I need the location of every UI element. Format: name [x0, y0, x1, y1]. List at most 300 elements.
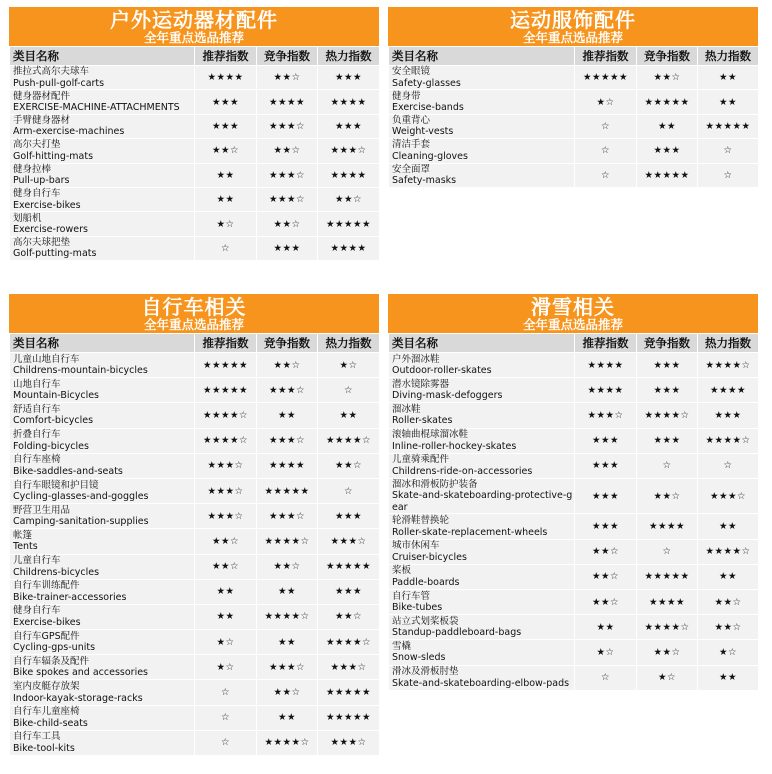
- table-row: [389, 353, 759, 378]
- category-name-zh: 滚轴曲棍球溜冰鞋: [392, 429, 469, 441]
- category-name-cell: [10, 378, 195, 403]
- competition-rating: ★★★★: [637, 590, 698, 615]
- recommend-rating: ★☆: [195, 655, 257, 680]
- category-name-cell: [389, 478, 575, 514]
- category-name-zh: 站立式划桨板袋: [392, 615, 459, 627]
- competition-rating: ★★★☆: [257, 187, 318, 211]
- recommend-rating: ★★★★★: [575, 66, 637, 90]
- heat-rating: ★★: [318, 403, 380, 428]
- recommend-rating: ★★☆: [575, 564, 637, 589]
- heat-rating: ☆: [698, 139, 759, 163]
- panel-title: 自行车相关: [141, 295, 247, 319]
- table-row: [389, 139, 759, 163]
- competition-rating: ★★★☆: [257, 163, 318, 187]
- competition-rating: ★★: [257, 705, 318, 730]
- category-name-en: Cleaning-gloves: [392, 150, 468, 162]
- heat-rating: ★★★☆: [698, 478, 759, 514]
- category-name-en: Roller-skates: [392, 415, 453, 427]
- category-name-en: Standup-paddleboard-bags: [392, 627, 522, 639]
- recommend-rating: ★★★: [195, 114, 257, 138]
- table-row: [10, 90, 380, 114]
- category-name-en: Pull-up-bars: [13, 175, 70, 187]
- category-name-zh: 舒适自行车: [13, 403, 61, 415]
- category-name-cell: [389, 640, 575, 665]
- header-category: 类目名称: [389, 334, 575, 353]
- header-heat: 热力指数: [698, 334, 759, 353]
- category-name-en: Weight-vests: [392, 126, 454, 138]
- table-row: [10, 114, 380, 138]
- panel-banner: [388, 294, 758, 333]
- competition-rating: ★★☆: [637, 478, 698, 514]
- header-recommend: 推荐指数: [575, 334, 637, 353]
- category-name-cell: [10, 453, 195, 478]
- heat-rating: ★★: [698, 665, 759, 690]
- table-row: [10, 504, 380, 529]
- table-row: [10, 630, 380, 655]
- header-category: 类目名称: [10, 47, 195, 66]
- recommend-rating: ★★★★★: [195, 353, 257, 378]
- table-row: [10, 453, 380, 478]
- category-name-cell: [389, 163, 575, 187]
- header-category: 类目名称: [10, 334, 195, 353]
- panel-outdoor-equipment: [9, 7, 379, 261]
- heat-rating: ★☆: [698, 640, 759, 665]
- category-name-en: Bike-tubes: [392, 602, 443, 614]
- recommend-rating: ★★★: [195, 90, 257, 114]
- table-row: [389, 539, 759, 564]
- panel-title: 滑雪相关: [531, 295, 615, 319]
- competition-rating: ★★☆: [257, 554, 318, 579]
- category-name-zh: 自行车眼镜和护目镜: [13, 479, 99, 491]
- heat-rating: ★★☆: [698, 615, 759, 640]
- category-name-en: Skate-and-skateboarding-protective-gear: [392, 490, 573, 513]
- header-heat: 热力指数: [318, 47, 380, 66]
- category-name-cell: [389, 139, 575, 163]
- competition-rating: ★★★★☆: [257, 730, 318, 755]
- panel-subtitle: 全年重点选品推荐: [522, 30, 623, 45]
- category-name-cell: [10, 139, 195, 163]
- ranking-table: [388, 333, 759, 691]
- category-name-zh: 手臂健身器材: [13, 114, 71, 126]
- heat-rating: ★★: [698, 90, 759, 114]
- heat-rating: ★★☆: [318, 604, 380, 629]
- recommend-rating: ★☆: [195, 212, 257, 236]
- category-name-en: Folding-bicycles: [13, 440, 89, 452]
- category-name-cell: [10, 604, 195, 629]
- table-row: [10, 236, 380, 260]
- recommend-rating: ☆: [195, 680, 257, 705]
- table-row: [10, 680, 380, 705]
- heat-rating: ★★★★☆: [698, 353, 759, 378]
- heat-rating: ☆: [318, 478, 380, 503]
- category-name-zh: 室内皮艇存放架: [13, 681, 80, 693]
- table-row: [389, 564, 759, 589]
- heat-rating: ★★☆: [318, 453, 380, 478]
- table-row: [389, 90, 759, 114]
- recommend-rating: ★★: [575, 615, 637, 640]
- recommend-rating: ★★★☆: [195, 453, 257, 478]
- category-name-zh: 桨板: [392, 565, 412, 577]
- category-name-zh: 儿童自行车: [13, 555, 61, 567]
- competition-rating: ★★★★☆: [257, 529, 318, 554]
- recommend-rating: ★★★★★: [195, 378, 257, 403]
- competition-rating: ★★★★☆: [257, 604, 318, 629]
- category-name-zh: 山地自行车: [13, 378, 61, 390]
- category-name-zh: 城市休闲车: [392, 540, 440, 552]
- competition-rating: ★★☆: [257, 139, 318, 163]
- category-name-zh: 雪橇: [392, 640, 412, 652]
- table-row: [10, 655, 380, 680]
- competition-rating: ★★★: [257, 236, 318, 260]
- competition-rating: ★★☆: [257, 353, 318, 378]
- table-row: [10, 378, 380, 403]
- competition-rating: ★★★★★: [257, 478, 318, 503]
- category-name-zh: 自行车管: [392, 590, 431, 602]
- recommend-rating: ★★★☆: [195, 478, 257, 503]
- panel-subtitle: 全年重点选品推荐: [143, 30, 244, 45]
- table-row: [389, 640, 759, 665]
- category-name-en: Bike spokes and accessories: [13, 667, 149, 679]
- table-row: [10, 428, 380, 453]
- competition-rating: ★★★☆: [257, 428, 318, 453]
- competition-rating: ★★★☆: [257, 378, 318, 403]
- table-row: [389, 615, 759, 640]
- category-name-cell: [10, 529, 195, 554]
- heat-rating: ★★★: [318, 114, 380, 138]
- table-row: [389, 163, 759, 187]
- panel-subtitle: 全年重点选品推荐: [143, 317, 244, 332]
- competition-rating: ★★★☆: [257, 504, 318, 529]
- category-name-en: Snow-sleds: [392, 652, 446, 664]
- recommend-rating: ☆: [575, 163, 637, 187]
- category-name-cell: [10, 187, 195, 211]
- heat-rating: ★★★★★: [318, 680, 380, 705]
- competition-rating: ★★★: [637, 428, 698, 453]
- heat-rating: ★★: [698, 564, 759, 589]
- header-heat: 热力指数: [698, 47, 759, 66]
- table-row: [10, 139, 380, 163]
- category-name-zh: 健身器材配件: [13, 90, 71, 102]
- category-name-en: Exercise-bikes: [13, 616, 81, 628]
- competition-rating: ☆: [637, 539, 698, 564]
- competition-rating: ★★★★: [257, 453, 318, 478]
- panel-banner: [9, 7, 379, 46]
- recommend-rating: ★★★★☆: [195, 428, 257, 453]
- table-row: [389, 590, 759, 615]
- table-row: [389, 514, 759, 539]
- competition-rating: ★★★★☆: [637, 403, 698, 428]
- category-name-zh: 溜冰和滑板防护装备: [392, 478, 478, 490]
- category-name-zh: 健身带: [392, 90, 421, 102]
- category-name-en: Indoor-kayak-storage-racks: [13, 692, 143, 704]
- table-row: [10, 579, 380, 604]
- recommend-rating: ★☆: [575, 640, 637, 665]
- category-name-en: Bike-saddles-and-seats: [13, 465, 123, 477]
- category-name-zh: 安全眼镜: [392, 66, 431, 78]
- category-name-zh: 自行车训练配件: [13, 580, 80, 592]
- heat-rating: ★☆: [318, 353, 380, 378]
- category-name-zh: 自行车辐条及配件: [13, 655, 90, 667]
- header-category: 类目名称: [389, 47, 575, 66]
- heat-rating: ☆: [698, 163, 759, 187]
- heat-rating: ★★★★★: [318, 705, 380, 730]
- category-name-cell: [10, 730, 195, 755]
- header-competition: 竞争指数: [637, 47, 698, 66]
- category-name-cell: [389, 114, 575, 138]
- table-row: [10, 554, 380, 579]
- heat-rating: ★★★★☆: [698, 428, 759, 453]
- heat-rating: ★★★: [318, 66, 380, 90]
- category-name-en: Comfort-bicycles: [13, 415, 94, 427]
- category-name-cell: [389, 539, 575, 564]
- header-competition: 竞争指数: [637, 334, 698, 353]
- category-name-en: Cycling-gps-units: [13, 642, 96, 654]
- header-competition: 竞争指数: [257, 47, 318, 66]
- table-row: [389, 665, 759, 690]
- competition-rating: ★☆: [637, 665, 698, 690]
- table-row: [389, 378, 759, 403]
- recommend-rating: ☆: [575, 665, 637, 690]
- category-name-en: Golf-hitting-mats: [13, 150, 94, 162]
- recommend-rating: ★★☆: [575, 539, 637, 564]
- category-name-en: Bike-child-seats: [13, 717, 88, 729]
- header-recommend: 推荐指数: [195, 47, 257, 66]
- category-name-cell: [10, 428, 195, 453]
- category-name-zh: 健身自行车: [13, 188, 61, 200]
- category-name-en: Camping-sanitation-supplies: [13, 516, 149, 528]
- category-name-en: Mountain-Bicycles: [13, 390, 100, 402]
- heat-rating: ★★: [698, 66, 759, 90]
- category-name-cell: [10, 114, 195, 138]
- heat-rating: ★★★: [318, 504, 380, 529]
- category-name-en: Inline-roller-hockey-skates: [392, 440, 517, 452]
- category-name-zh: 儿童骑乘配件: [392, 454, 450, 466]
- competition-rating: ★★☆: [637, 640, 698, 665]
- category-name-cell: [10, 212, 195, 236]
- recommend-rating: ☆: [195, 705, 257, 730]
- panel-banner: [388, 7, 758, 46]
- category-name-zh: 帐篷: [13, 529, 33, 541]
- category-name-zh: 负重背心: [392, 114, 431, 126]
- category-name-cell: [389, 514, 575, 539]
- heat-rating: ★★★☆: [318, 139, 380, 163]
- heat-rating: ★★★☆: [318, 730, 380, 755]
- table-row: [10, 187, 380, 211]
- table-row: [389, 478, 759, 514]
- table-row: [389, 114, 759, 138]
- category-name-zh: 高尔夫球把垫: [13, 236, 71, 248]
- recommend-rating: ★★☆: [195, 554, 257, 579]
- category-name-cell: [10, 478, 195, 503]
- category-name-en: Childrens-ride-on-accessories: [392, 465, 533, 477]
- ranking-table: [388, 46, 759, 188]
- category-name-en: Skate-and-skateboarding-elbow-pads: [392, 677, 570, 689]
- header-competition: 竞争指数: [257, 334, 318, 353]
- heat-rating: ★★★★☆: [318, 630, 380, 655]
- heat-rating: ★★★★★: [318, 554, 380, 579]
- category-name-cell: [389, 665, 575, 690]
- panel-bicycles: [9, 294, 379, 756]
- category-name-en: Bike-tool-kits: [13, 742, 75, 754]
- header-recommend: 推荐指数: [195, 334, 257, 353]
- category-name-zh: 健身拉棒: [13, 163, 52, 175]
- competition-rating: ★★★: [637, 353, 698, 378]
- recommend-rating: ★★★: [575, 453, 637, 478]
- recommend-rating: ★★★: [575, 478, 637, 514]
- table-row: [10, 604, 380, 629]
- heat-rating: ☆: [698, 453, 759, 478]
- competition-rating: ★★: [637, 114, 698, 138]
- table-row: [10, 705, 380, 730]
- category-name-en: Tents: [13, 541, 38, 553]
- recommend-rating: ★★: [195, 187, 257, 211]
- table-row: [10, 730, 380, 755]
- competition-rating: ★★: [257, 579, 318, 604]
- competition-rating: ☆: [637, 453, 698, 478]
- heat-rating: ★★★: [318, 579, 380, 604]
- competition-rating: ★★★★★: [637, 90, 698, 114]
- table-row: [389, 453, 759, 478]
- heat-rating: ★★☆: [698, 590, 759, 615]
- table-row: [10, 212, 380, 236]
- heat-rating: ★★★★: [318, 90, 380, 114]
- category-name-cell: [389, 90, 575, 114]
- category-name-zh: 健身自行车: [13, 605, 61, 617]
- category-name-zh: 划船机: [13, 212, 42, 224]
- category-name-en: Childrens-mountain-bicycles: [13, 365, 148, 377]
- category-name-en: Arm-exercise-machines: [13, 126, 125, 138]
- category-name-cell: [10, 554, 195, 579]
- category-name-cell: [10, 163, 195, 187]
- category-name-en: EXERCISE-MACHINE-ATTACHMENTS: [13, 102, 180, 114]
- header-heat: 热力指数: [318, 334, 380, 353]
- recommend-rating: ★☆: [575, 90, 637, 114]
- recommend-rating: ★★★★☆: [195, 403, 257, 428]
- category-name-en: Safety-masks: [392, 175, 457, 187]
- panel-title: 运动服饰配件: [510, 8, 636, 32]
- category-name-cell: [10, 236, 195, 260]
- heat-rating: ★★★☆: [318, 529, 380, 554]
- table-row: [10, 66, 380, 90]
- category-name-en: Golf-putting-mats: [13, 248, 97, 260]
- category-name-cell: [389, 403, 575, 428]
- category-name-cell: [10, 504, 195, 529]
- category-name-en: Cycling-glasses-and-goggles: [13, 491, 149, 503]
- recommend-rating: ★★★☆: [195, 504, 257, 529]
- table-row: [10, 163, 380, 187]
- category-name-zh: 户外溜冰鞋: [392, 353, 440, 365]
- category-name-en: Roller-skate-replacement-wheels: [392, 526, 548, 538]
- category-name-cell: [389, 453, 575, 478]
- competition-rating: ★★★★★: [637, 163, 698, 187]
- category-name-en: Paddle-boards: [392, 576, 460, 588]
- category-name-en: Diving-mask-defoggers: [392, 390, 503, 402]
- recommend-rating: ★★☆: [195, 529, 257, 554]
- category-name-en: Push-pull-golf-carts: [13, 77, 105, 89]
- ranking-table: [9, 46, 380, 261]
- category-name-zh: 安全面罩: [392, 163, 431, 175]
- table-row: [389, 403, 759, 428]
- heat-rating: ★★★★★: [698, 114, 759, 138]
- category-name-zh: 清洁手套: [392, 139, 431, 151]
- competition-rating: ★★★☆: [257, 114, 318, 138]
- category-name-zh: 折叠自行车: [13, 429, 61, 441]
- competition-rating: ★★★☆: [257, 655, 318, 680]
- recommend-rating: ★★★★: [575, 378, 637, 403]
- category-name-cell: [10, 90, 195, 114]
- recommend-rating: ★★☆: [195, 139, 257, 163]
- recommend-rating: ★★★★: [195, 66, 257, 90]
- category-name-cell: [10, 403, 195, 428]
- category-name-cell: [389, 590, 575, 615]
- category-name-zh: 高尔夫打垫: [13, 139, 61, 151]
- recommend-rating: ★☆: [195, 630, 257, 655]
- category-name-en: Childrens-bicycles: [13, 566, 100, 578]
- recommend-rating: ☆: [575, 114, 637, 138]
- table-row: [389, 428, 759, 453]
- category-name-en: Exercise-rowers: [13, 224, 88, 236]
- category-name-en: Exercise-bands: [392, 102, 464, 114]
- recommend-rating: ☆: [195, 236, 257, 260]
- table-row: [10, 478, 380, 503]
- heat-rating: ★★★★★: [318, 212, 380, 236]
- category-name-zh: 溜冰鞋: [392, 403, 421, 415]
- heat-rating: ★★★★: [318, 163, 380, 187]
- recommend-rating: ★★: [195, 579, 257, 604]
- table-row: [389, 66, 759, 90]
- table-row: [10, 529, 380, 554]
- category-name-cell: [389, 378, 575, 403]
- category-name-cell: [10, 680, 195, 705]
- header-recommend: 推荐指数: [575, 47, 637, 66]
- category-name-cell: [389, 564, 575, 589]
- heat-rating: ★★★★☆: [698, 539, 759, 564]
- heat-rating: ★★★★: [698, 378, 759, 403]
- competition-rating: ★★★: [637, 139, 698, 163]
- category-name-cell: [389, 428, 575, 453]
- category-name-zh: 儿童山地自行车: [13, 353, 80, 365]
- category-name-cell: [10, 630, 195, 655]
- recommend-rating: ★★★☆: [575, 403, 637, 428]
- heat-rating: ★★: [698, 514, 759, 539]
- panel-skiing: [388, 294, 758, 691]
- competition-rating: ★★★★: [637, 514, 698, 539]
- category-name-cell: [389, 615, 575, 640]
- ranking-table: [9, 333, 380, 756]
- category-name-zh: 自行车GPS配件: [13, 630, 80, 642]
- panel-sports-apparel: [388, 7, 758, 188]
- category-name-cell: [389, 353, 575, 378]
- category-name-zh: 自行车工具: [13, 731, 61, 743]
- category-name-zh: 滑冰及滑板肘垫: [392, 666, 459, 678]
- category-name-cell: [10, 66, 195, 90]
- category-name-zh: 潜水镜除雾器: [392, 378, 450, 390]
- category-name-zh: 轮滑鞋替换轮: [392, 515, 450, 527]
- category-name-cell: [10, 353, 195, 378]
- category-name-zh: 推拉式高尔夫球车: [13, 66, 90, 78]
- heat-rating: ☆: [318, 378, 380, 403]
- heat-rating: ★★★☆: [318, 655, 380, 680]
- competition-rating: ★★★★: [257, 90, 318, 114]
- category-name-cell: [10, 655, 195, 680]
- recommend-rating: ★★★: [575, 428, 637, 453]
- competition-rating: ★★☆: [257, 212, 318, 236]
- panel-subtitle: 全年重点选品推荐: [522, 317, 623, 332]
- heat-rating: ★★★★☆: [318, 428, 380, 453]
- recommend-rating: ☆: [195, 730, 257, 755]
- recommend-rating: ★★★★: [575, 353, 637, 378]
- category-name-en: Exercise-bikes: [13, 199, 81, 211]
